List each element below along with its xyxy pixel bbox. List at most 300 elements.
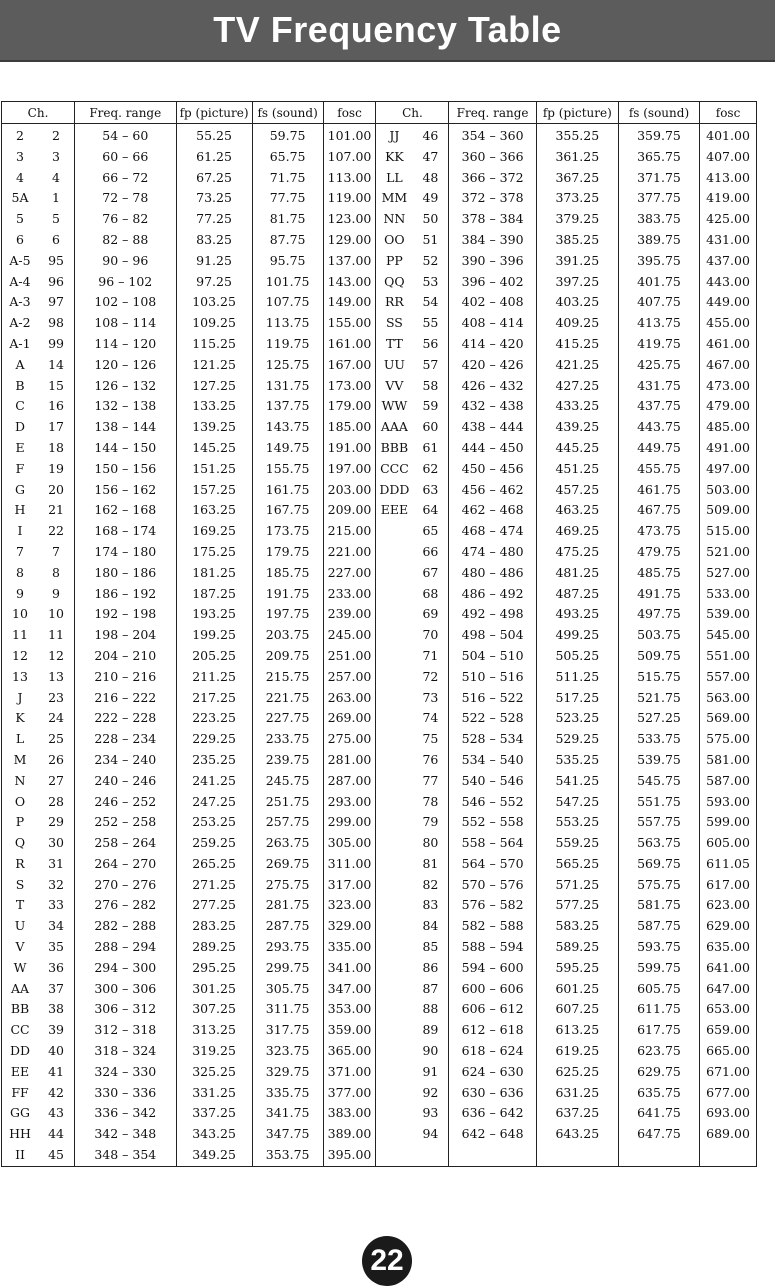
- left-ch-cell: 5: [2, 209, 39, 230]
- right-fp-picture-cell: 577.25: [536, 895, 618, 916]
- right-fs-sound-cell: 389.75: [618, 230, 699, 251]
- right-ch-cell: SS: [376, 313, 413, 334]
- right-ch-num-cell: 81: [412, 854, 449, 875]
- left-freq-range-cell: 270 – 276: [75, 875, 176, 896]
- right-ch-num-cell: 60: [412, 417, 449, 438]
- right-ch-cell: [376, 646, 413, 667]
- table-row: [2, 625, 757, 646]
- right-fs-sound-cell: 503.75: [618, 625, 699, 646]
- left-fs-sound-cell: 275.75: [252, 875, 323, 896]
- left-fp-picture-cell: 277.25: [176, 895, 252, 916]
- right-fs-sound-cell: 599.75: [618, 958, 699, 979]
- right-ch-num-cell: 68: [412, 584, 449, 605]
- left-fp-picture-cell: 127.25: [176, 376, 252, 397]
- left-ch-cell: C: [2, 396, 39, 417]
- right-ch-num-cell: 73: [412, 688, 449, 709]
- left-ch-num-cell: 32: [38, 875, 75, 896]
- left-ch-num-cell: 10: [38, 604, 75, 625]
- left-fs-sound-cell: 215.75: [252, 667, 323, 688]
- left-freq-range-cell: 336 – 342: [75, 1103, 176, 1124]
- right-fs-sound-cell: 557.75: [618, 812, 699, 833]
- left-freq-range-cell: 234 – 240: [75, 750, 176, 771]
- left-fosc-cell: 269.00: [323, 708, 376, 729]
- right-freq-range-cell: 534 – 540: [449, 750, 536, 771]
- right-fp-picture-cell: 637.25: [536, 1103, 618, 1124]
- left-ch-cell: L: [2, 729, 39, 750]
- left-fosc-cell: 101.00: [323, 124, 376, 147]
- right-freq-range-cell: 486 – 492: [449, 584, 536, 605]
- right-ch-num-cell: 88: [412, 999, 449, 1020]
- left-fp-picture-cell: 271.25: [176, 875, 252, 896]
- left-ch-cell: A-1: [2, 334, 39, 355]
- table-row: [2, 251, 757, 272]
- left-ch-num-cell: 37: [38, 979, 75, 1000]
- right-fp-picture-cell: 601.25: [536, 979, 618, 1000]
- left-ch-num-cell: 1: [38, 188, 75, 209]
- left-freq-range-cell: 138 – 144: [75, 417, 176, 438]
- left-fp-picture-cell: 289.25: [176, 937, 252, 958]
- right-fs-sound-cell: 467.75: [618, 500, 699, 521]
- left-fs-sound-cell: 323.75: [252, 1041, 323, 1062]
- left-freq-range-cell: 192 – 198: [75, 604, 176, 625]
- right-ch-cell: CCC: [376, 459, 413, 480]
- right-ch-cell: [376, 1020, 413, 1041]
- right-fp-picture-cell: 445.25: [536, 438, 618, 459]
- right-ch-num-cell: 91: [412, 1062, 449, 1083]
- table-row: [2, 230, 757, 251]
- right-fp-picture-cell: 463.25: [536, 500, 618, 521]
- left-fs-sound-cell: 317.75: [252, 1020, 323, 1041]
- right-freq-range-cell: 456 – 462: [449, 480, 536, 501]
- left-fs-sound-cell: 353.75: [252, 1145, 323, 1166]
- left-ch-num-cell: 35: [38, 937, 75, 958]
- right-ch-num-cell: 64: [412, 500, 449, 521]
- right-ch-cell: [376, 604, 413, 625]
- right-freq-range-cell: 402 – 408: [449, 292, 536, 313]
- left-ch-cell: N: [2, 771, 39, 792]
- table-row: [2, 708, 757, 729]
- left-ch-num-cell: 5: [38, 209, 75, 230]
- left-fp-picture-cell: 325.25: [176, 1062, 252, 1083]
- right-ch-num-cell: 76: [412, 750, 449, 771]
- right-fosc-cell: 665.00: [700, 1041, 757, 1062]
- left-fs-sound-cell: 149.75: [252, 438, 323, 459]
- left-ch-num-cell: 2: [38, 124, 75, 147]
- left-freq-range-cell: 318 – 324: [75, 1041, 176, 1062]
- right-fosc-cell: 689.00: [700, 1124, 757, 1145]
- left-fosc-cell: 377.00: [323, 1083, 376, 1104]
- left-fosc-cell: 341.00: [323, 958, 376, 979]
- right-fosc-cell: 599.00: [700, 812, 757, 833]
- right-fosc-cell: 461.00: [700, 334, 757, 355]
- table-row: [2, 1145, 757, 1166]
- right-freq-range-cell: 552 – 558: [449, 812, 536, 833]
- right-fp-picture-cell: 481.25: [536, 563, 618, 584]
- right-freq-range-cell: 498 – 504: [449, 625, 536, 646]
- right-ch-cell: VV: [376, 376, 413, 397]
- left-fp-picture-cell: 247.25: [176, 792, 252, 813]
- right-ch-num-cell: 58: [412, 376, 449, 397]
- left-fp-picture-cell: 175.25: [176, 542, 252, 563]
- left-fp-picture-cell: 145.25: [176, 438, 252, 459]
- header-fosc-right: fosc: [700, 102, 757, 124]
- left-fs-sound-cell: 203.75: [252, 625, 323, 646]
- left-freq-range-cell: 252 – 258: [75, 812, 176, 833]
- right-fp-picture-cell: 583.25: [536, 916, 618, 937]
- right-fosc-cell: 605.00: [700, 833, 757, 854]
- right-fosc-cell: 659.00: [700, 1020, 757, 1041]
- right-fs-sound-cell: 605.75: [618, 979, 699, 1000]
- right-fp-picture-cell: 553.25: [536, 812, 618, 833]
- right-ch-num-cell: 70: [412, 625, 449, 646]
- left-fs-sound-cell: 239.75: [252, 750, 323, 771]
- right-freq-range-cell: 600 – 606: [449, 979, 536, 1000]
- left-ch-num-cell: 22: [38, 521, 75, 542]
- right-fs-sound-cell: 413.75: [618, 313, 699, 334]
- right-freq-range-cell: 414 – 420: [449, 334, 536, 355]
- right-fosc-cell: 473.00: [700, 376, 757, 397]
- table-header-row: [2, 102, 757, 124]
- left-ch-num-cell: 18: [38, 438, 75, 459]
- right-fp-picture-cell: 547.25: [536, 792, 618, 813]
- right-fs-sound-cell: 533.75: [618, 729, 699, 750]
- left-fp-picture-cell: 181.25: [176, 563, 252, 584]
- left-ch-cell: BB: [2, 999, 39, 1020]
- table-row: [2, 729, 757, 750]
- right-fp-picture-cell: 379.25: [536, 209, 618, 230]
- table-row: [2, 916, 757, 937]
- right-ch-num-cell: 54: [412, 292, 449, 313]
- left-fs-sound-cell: 101.75: [252, 272, 323, 293]
- right-fs-sound-cell: 497.75: [618, 604, 699, 625]
- right-ch-num-cell: 92: [412, 1083, 449, 1104]
- right-fosc-cell: 539.00: [700, 604, 757, 625]
- left-fp-picture-cell: 55.25: [176, 124, 252, 147]
- right-ch-num-cell: 69: [412, 604, 449, 625]
- right-fs-sound-cell: 635.75: [618, 1083, 699, 1104]
- right-freq-range-cell: 438 – 444: [449, 417, 536, 438]
- table-row: [2, 147, 757, 168]
- right-fp-picture-cell: 625.25: [536, 1062, 618, 1083]
- right-ch-cell: KK: [376, 147, 413, 168]
- left-ch-cell: S: [2, 875, 39, 896]
- right-fp-picture-cell: 529.25: [536, 729, 618, 750]
- right-fs-sound-cell: 383.75: [618, 209, 699, 230]
- right-freq-range-cell: 522 – 528: [449, 708, 536, 729]
- right-fosc-cell: 521.00: [700, 542, 757, 563]
- right-fosc-cell: 641.00: [700, 958, 757, 979]
- left-ch-cell: H: [2, 500, 39, 521]
- table-row: [2, 646, 757, 667]
- left-freq-range-cell: 132 – 138: [75, 396, 176, 417]
- table-row: [2, 833, 757, 854]
- left-ch-cell: 6: [2, 230, 39, 251]
- left-fp-picture-cell: 223.25: [176, 708, 252, 729]
- left-ch-cell: A: [2, 355, 39, 376]
- right-freq-range-cell: 396 – 402: [449, 272, 536, 293]
- right-fs-sound-cell: 569.75: [618, 854, 699, 875]
- left-fp-picture-cell: 169.25: [176, 521, 252, 542]
- right-fp-picture-cell: 355.25: [536, 124, 618, 147]
- right-ch-num-cell: 74: [412, 708, 449, 729]
- right-fosc-cell: 437.00: [700, 251, 757, 272]
- left-fs-sound-cell: 143.75: [252, 417, 323, 438]
- table-row: [2, 812, 757, 833]
- right-freq-range-cell: 618 – 624: [449, 1041, 536, 1062]
- left-ch-num-cell: 33: [38, 895, 75, 916]
- right-fosc-cell: 509.00: [700, 500, 757, 521]
- right-freq-range-cell: 444 – 450: [449, 438, 536, 459]
- right-ch-cell: [376, 563, 413, 584]
- right-ch-cell: [376, 833, 413, 854]
- right-fosc-cell: 593.00: [700, 792, 757, 813]
- left-fosc-cell: 389.00: [323, 1124, 376, 1145]
- left-ch-num-cell: 15: [38, 376, 75, 397]
- right-ch-num-cell: 57: [412, 355, 449, 376]
- right-fosc-cell: 425.00: [700, 209, 757, 230]
- right-ch-num-cell: [412, 1145, 449, 1166]
- right-fosc-cell: 491.00: [700, 438, 757, 459]
- left-fp-picture-cell: 217.25: [176, 688, 252, 709]
- right-fs-sound-cell: 581.75: [618, 895, 699, 916]
- left-freq-range-cell: 204 – 210: [75, 646, 176, 667]
- right-fosc-cell: 587.00: [700, 771, 757, 792]
- right-freq-range-cell: 468 – 474: [449, 521, 536, 542]
- left-fs-sound-cell: 245.75: [252, 771, 323, 792]
- right-fp-picture-cell: 523.25: [536, 708, 618, 729]
- table-row: [2, 313, 757, 334]
- left-ch-num-cell: 8: [38, 563, 75, 584]
- left-fs-sound-cell: 299.75: [252, 958, 323, 979]
- header-fp-right: fp (picture): [536, 102, 618, 124]
- right-fs-sound-cell: 563.75: [618, 833, 699, 854]
- left-fosc-cell: 137.00: [323, 251, 376, 272]
- left-fp-picture-cell: 331.25: [176, 1083, 252, 1104]
- table-row: [2, 750, 757, 771]
- right-freq-range-cell: 570 – 576: [449, 875, 536, 896]
- left-fs-sound-cell: 197.75: [252, 604, 323, 625]
- left-fosc-cell: 311.00: [323, 854, 376, 875]
- left-fp-picture-cell: 83.25: [176, 230, 252, 251]
- table-row: [2, 209, 757, 230]
- right-ch-cell: BBB: [376, 438, 413, 459]
- left-ch-num-cell: 40: [38, 1041, 75, 1062]
- right-ch-cell: [376, 729, 413, 750]
- left-fs-sound-cell: 137.75: [252, 396, 323, 417]
- right-fs-sound-cell: 365.75: [618, 147, 699, 168]
- right-fosc-cell: 563.00: [700, 688, 757, 709]
- right-ch-num-cell: 94: [412, 1124, 449, 1145]
- left-fs-sound-cell: 335.75: [252, 1083, 323, 1104]
- right-ch-num-cell: 90: [412, 1041, 449, 1062]
- right-fosc-cell: 617.00: [700, 875, 757, 896]
- left-fosc-cell: 233.00: [323, 584, 376, 605]
- left-freq-range-cell: 186 – 192: [75, 584, 176, 605]
- left-fs-sound-cell: 347.75: [252, 1124, 323, 1145]
- right-fs-sound-cell: 431.75: [618, 376, 699, 397]
- table-row: [2, 688, 757, 709]
- left-ch-num-cell: 30: [38, 833, 75, 854]
- right-ch-num-cell: 80: [412, 833, 449, 854]
- right-fs-sound-cell: 485.75: [618, 563, 699, 584]
- left-fosc-cell: 173.00: [323, 376, 376, 397]
- right-ch-cell: [376, 1124, 413, 1145]
- right-ch-num-cell: 86: [412, 958, 449, 979]
- left-ch-cell: P: [2, 812, 39, 833]
- left-fosc-cell: 119.00: [323, 188, 376, 209]
- left-ch-cell: 7: [2, 542, 39, 563]
- left-ch-num-cell: 13: [38, 667, 75, 688]
- left-ch-cell: Q: [2, 833, 39, 854]
- left-fp-picture-cell: 163.25: [176, 500, 252, 521]
- right-ch-cell: QQ: [376, 272, 413, 293]
- left-ch-cell: 13: [2, 667, 39, 688]
- right-fs-sound-cell: 443.75: [618, 417, 699, 438]
- left-fosc-cell: 263.00: [323, 688, 376, 709]
- left-freq-range-cell: 82 – 88: [75, 230, 176, 251]
- right-ch-cell: PP: [376, 251, 413, 272]
- right-fosc-cell: 413.00: [700, 168, 757, 189]
- table-row: [2, 1103, 757, 1124]
- right-fs-sound-cell: 407.75: [618, 292, 699, 313]
- left-freq-range-cell: 162 – 168: [75, 500, 176, 521]
- page-title: TV Frequency Table: [213, 9, 562, 50]
- frequency-table: [1, 101, 757, 1167]
- left-ch-num-cell: 96: [38, 272, 75, 293]
- left-freq-range-cell: 126 – 132: [75, 376, 176, 397]
- right-freq-range-cell: 432 – 438: [449, 396, 536, 417]
- table-row: [2, 895, 757, 916]
- right-freq-range-cell: 384 – 390: [449, 230, 536, 251]
- left-fp-picture-cell: 337.25: [176, 1103, 252, 1124]
- right-fp-picture-cell: 505.25: [536, 646, 618, 667]
- right-freq-range-cell: 540 – 546: [449, 771, 536, 792]
- right-fs-sound-cell: 551.75: [618, 792, 699, 813]
- left-ch-num-cell: 98: [38, 313, 75, 334]
- left-ch-cell: U: [2, 916, 39, 937]
- left-fs-sound-cell: 221.75: [252, 688, 323, 709]
- right-fosc-cell: 419.00: [700, 188, 757, 209]
- right-ch-cell: [376, 625, 413, 646]
- right-ch-num-cell: 62: [412, 459, 449, 480]
- left-fosc-cell: 257.00: [323, 667, 376, 688]
- right-ch-cell: [376, 771, 413, 792]
- right-fosc-cell: 449.00: [700, 292, 757, 313]
- right-fosc-cell: 533.00: [700, 584, 757, 605]
- left-ch-num-cell: 25: [38, 729, 75, 750]
- left-ch-cell: V: [2, 937, 39, 958]
- right-fs-sound-cell: 395.75: [618, 251, 699, 272]
- right-fp-picture-cell: 373.25: [536, 188, 618, 209]
- header-freq-range-left: Freq. range: [75, 102, 176, 124]
- left-fs-sound-cell: 251.75: [252, 792, 323, 813]
- right-ch-cell: [376, 1083, 413, 1104]
- left-ch-num-cell: 19: [38, 459, 75, 480]
- right-ch-num-cell: 53: [412, 272, 449, 293]
- left-fp-picture-cell: 211.25: [176, 667, 252, 688]
- table-row: [2, 999, 757, 1020]
- right-freq-range-cell: 642 – 648: [449, 1124, 536, 1145]
- right-fp-picture-cell: 451.25: [536, 459, 618, 480]
- page-number-badge: 22: [362, 1236, 412, 1286]
- left-freq-range-cell: 60 – 66: [75, 147, 176, 168]
- right-fp-picture-cell: 439.25: [536, 417, 618, 438]
- left-ch-cell: A-2: [2, 313, 39, 334]
- left-freq-range-cell: 324 – 330: [75, 1062, 176, 1083]
- right-fs-sound-cell: 473.75: [618, 521, 699, 542]
- left-ch-cell: HH: [2, 1124, 39, 1145]
- left-fp-picture-cell: 301.25: [176, 979, 252, 1000]
- right-fp-picture-cell: 511.25: [536, 667, 618, 688]
- right-fosc-cell: 677.00: [700, 1083, 757, 1104]
- right-fp-picture-cell: 421.25: [536, 355, 618, 376]
- right-fp-picture-cell: 403.25: [536, 292, 618, 313]
- right-freq-range-cell: 576 – 582: [449, 895, 536, 916]
- right-fp-picture-cell: 619.25: [536, 1041, 618, 1062]
- left-ch-num-cell: 12: [38, 646, 75, 667]
- right-fp-picture-cell: 397.25: [536, 272, 618, 293]
- right-freq-range-cell: 420 – 426: [449, 355, 536, 376]
- left-ch-num-cell: 29: [38, 812, 75, 833]
- table-row: [2, 875, 757, 896]
- left-fosc-cell: 113.00: [323, 168, 376, 189]
- left-fosc-cell: 167.00: [323, 355, 376, 376]
- left-fosc-cell: 161.00: [323, 334, 376, 355]
- right-fosc-cell: 635.00: [700, 937, 757, 958]
- right-freq-range-cell: 474 – 480: [449, 542, 536, 563]
- left-fosc-cell: 299.00: [323, 812, 376, 833]
- left-ch-num-cell: 41: [38, 1062, 75, 1083]
- right-ch-cell: [376, 1041, 413, 1062]
- right-ch-num-cell: 89: [412, 1020, 449, 1041]
- right-freq-range-cell: 564 – 570: [449, 854, 536, 875]
- right-ch-num-cell: 56: [412, 334, 449, 355]
- right-fp-picture-cell: 559.25: [536, 833, 618, 854]
- right-ch-num-cell: 84: [412, 916, 449, 937]
- right-fosc-cell: 503.00: [700, 480, 757, 501]
- left-fosc-cell: 143.00: [323, 272, 376, 293]
- right-fp-picture-cell: 487.25: [536, 584, 618, 605]
- right-ch-cell: [376, 1103, 413, 1124]
- right-fosc-cell: 467.00: [700, 355, 757, 376]
- left-fp-picture-cell: 259.25: [176, 833, 252, 854]
- right-ch-cell: EEE: [376, 500, 413, 521]
- right-fp-picture-cell: 367.25: [536, 168, 618, 189]
- left-fp-picture-cell: 67.25: [176, 168, 252, 189]
- right-ch-cell: NN: [376, 209, 413, 230]
- right-ch-cell: OO: [376, 230, 413, 251]
- left-fp-picture-cell: 91.25: [176, 251, 252, 272]
- right-ch-cell: [376, 875, 413, 896]
- right-freq-range-cell: 516 – 522: [449, 688, 536, 709]
- left-fs-sound-cell: 81.75: [252, 209, 323, 230]
- table-row: [2, 334, 757, 355]
- left-freq-range-cell: 120 – 126: [75, 355, 176, 376]
- left-fp-picture-cell: 235.25: [176, 750, 252, 771]
- left-fosc-cell: 383.00: [323, 1103, 376, 1124]
- header-fs-right: fs (sound): [618, 102, 699, 124]
- table-row: [2, 417, 757, 438]
- table-row: [2, 792, 757, 813]
- left-ch-cell: I: [2, 521, 39, 542]
- left-freq-range-cell: 228 – 234: [75, 729, 176, 750]
- right-fs-sound-cell: 377.75: [618, 188, 699, 209]
- left-fosc-cell: 245.00: [323, 625, 376, 646]
- left-ch-num-cell: 45: [38, 1145, 75, 1166]
- header-fp-left: fp (picture): [176, 102, 252, 124]
- right-fs-sound-cell: 371.75: [618, 168, 699, 189]
- left-fs-sound-cell: 161.75: [252, 480, 323, 501]
